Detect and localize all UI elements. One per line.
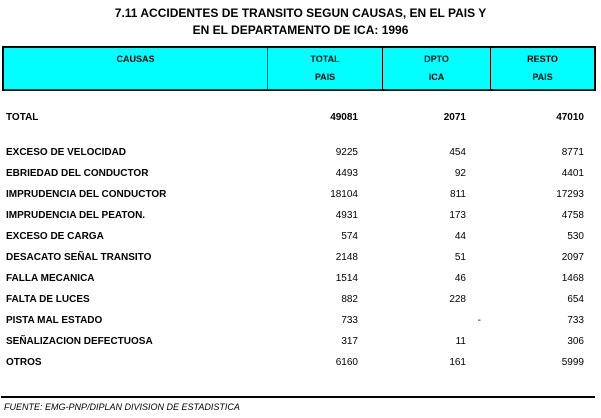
resto-pais-value: 1468 — [561, 273, 584, 284]
total-label: TOTAL — [6, 112, 39, 123]
column-header-total-pais-line2: PAIS — [314, 72, 336, 82]
total-pais-value: 4931 — [335, 210, 358, 221]
cause-label: FALTA DE LUCES — [6, 294, 90, 305]
table-row — [2, 331, 596, 352]
table-row — [2, 205, 596, 226]
table-row-total — [2, 107, 596, 128]
resto-pais-value: 17293 — [556, 189, 584, 200]
column-header-dpto-ica — [382, 48, 490, 89]
column-header-causas-line1: CAUSAS — [116, 54, 155, 64]
dpto-ica-value: 228 — [449, 294, 466, 305]
dpto-ica-value: 46 — [454, 273, 466, 284]
cause-label: IMPRUDENCIA DEL PEATON. — [6, 210, 146, 221]
column-header-total-pais — [267, 48, 382, 89]
cause-label: IMPRUDENCIA DEL CONDUCTOR — [6, 189, 167, 200]
dpto-ica-value: 11 — [455, 336, 466, 347]
dpto-ica-value: 173 — [449, 210, 466, 221]
dpto-ica-value: 161 — [449, 357, 466, 368]
table-row — [2, 142, 596, 163]
row-spacer — [2, 128, 596, 142]
total-pais-value: 6160 — [335, 357, 358, 368]
total-pais-value: 49081 — [330, 112, 358, 123]
column-header-causas — [4, 48, 267, 89]
dpto-ica-value: 44 — [454, 231, 466, 242]
resto-pais-value: 8771 — [561, 147, 584, 158]
dpto-ica-value: 51 — [454, 252, 466, 263]
cause-label: SEÑALIZACION DEFECTUOSA — [6, 336, 153, 347]
resto-pais-value: 654 — [567, 294, 584, 305]
total-pais-value: 4493 — [335, 168, 358, 179]
dpto-ica-value: 92 — [454, 168, 466, 179]
total-pais-value: 317 — [341, 336, 358, 347]
table-row — [2, 184, 596, 205]
dpto-ica-value: 2071 — [443, 112, 466, 123]
footer-divider — [1, 396, 595, 398]
dpto-ica-value: - — [477, 315, 481, 326]
resto-pais-value: 5999 — [561, 357, 584, 368]
page-title-line1: 7.11 ACCIDENTES DE TRANSITO SEGUN CAUSAS, EN EL PAIS Y — [114, 6, 487, 20]
total-pais-value: 1514 — [335, 273, 358, 284]
column-header-dpto-ica-line2: ICA — [428, 72, 445, 82]
page-title — [0, 0, 601, 39]
cause-label: PISTA MAL ESTADO — [6, 315, 103, 326]
resto-pais-value: 4758 — [561, 210, 584, 221]
column-header-resto-pais-line2: PAIS — [532, 72, 553, 82]
total-pais-value: 733 — [341, 315, 358, 326]
table-body — [2, 107, 596, 373]
cause-label: FALLA MECANICA — [6, 273, 95, 284]
source-note: FUENTE: EMG-PNP/DIPLAN DIVISION DE ESTADISTICA — [4, 402, 240, 412]
table-row — [2, 310, 596, 331]
column-header-resto-pais-line1: RESTO — [527, 54, 558, 64]
table-row — [2, 268, 596, 289]
resto-pais-value: 306 — [567, 336, 584, 347]
cause-label: EXCESO DE CARGA — [6, 231, 104, 242]
table-header — [2, 46, 596, 91]
total-pais-value: 9225 — [335, 147, 358, 158]
resto-pais-value: 733 — [567, 315, 584, 326]
total-pais-value: 574 — [341, 231, 358, 242]
dpto-ica-value: 454 — [449, 147, 466, 158]
table-row — [2, 289, 596, 310]
table-row — [2, 352, 596, 373]
cause-label: DESACATO SEÑAL TRANSITO — [6, 252, 152, 263]
cause-label: OTROS — [6, 357, 42, 368]
resto-pais-value: 47010 — [556, 112, 584, 123]
column-header-resto-pais — [490, 48, 594, 89]
table-row — [2, 163, 596, 184]
resto-pais-value: 4401 — [561, 168, 584, 179]
dpto-ica-value: 811 — [450, 189, 466, 200]
total-pais-value: 18104 — [330, 189, 358, 200]
page-title-line2: EN EL DEPARTAMENTO DE ICA: 1996 — [192, 23, 409, 37]
cause-label: EXCESO DE VELOCIDAD — [6, 147, 127, 158]
table-row — [2, 247, 596, 268]
total-pais-value: 882 — [341, 294, 358, 305]
resto-pais-value: 530 — [567, 231, 584, 242]
resto-pais-value: 2097 — [561, 252, 584, 263]
total-pais-value: 2148 — [335, 252, 358, 263]
column-header-dpto-ica-line1: DPTO — [424, 54, 449, 64]
column-header-total-pais-line1: TOTAL — [310, 54, 340, 64]
cause-label: EBRIEDAD DEL CONDUCTOR — [6, 168, 149, 179]
table-row — [2, 226, 596, 247]
